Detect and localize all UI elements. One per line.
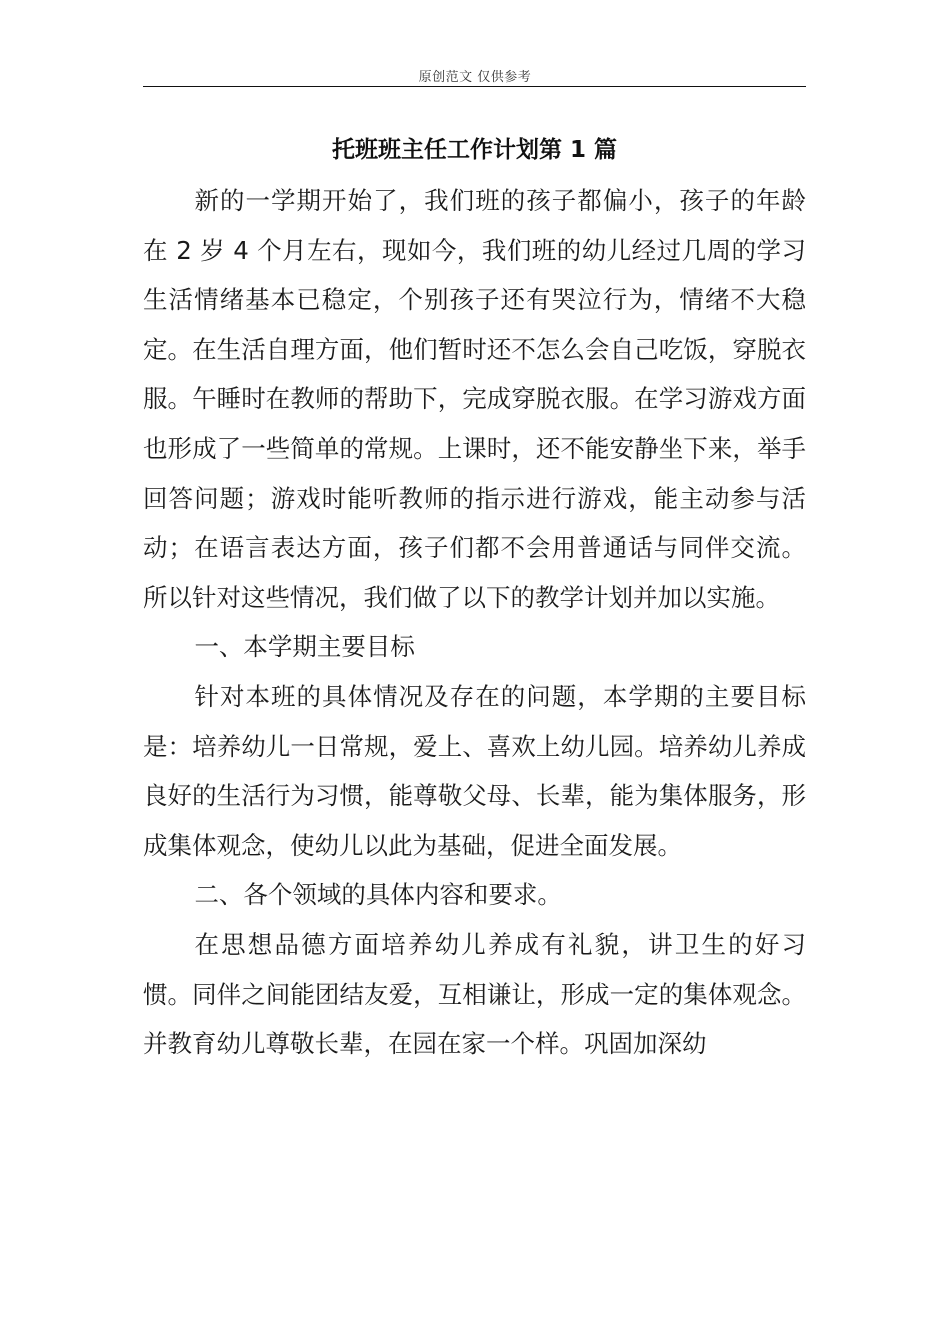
document-title: 托班班主任工作计划第 1 篇: [331, 137, 618, 163]
section-heading-domains: 二、各个领域的具体内容和要求。: [194, 880, 562, 910]
document-body: [143, 176, 806, 1069]
paragraph-intro: 新的一学期开始了，我们班的孩子都偏小，孩子的年龄在 2 岁 4 个月左右，现如今，我们班的幼儿经过几周的学习生活情绪基本已稳定，个别孩子还有哭泣行为，情绪不大稳定。在生活自理方面，他们暂时还不怎么会自己吃饭，穿脱衣服。午睡时在教师的帮助下，完成穿脱衣服。在学习游戏方面也形成了一些简单的常规。上课时，还不能安静坐下来，举手回答问题；游戏时能听教师的指示进行游戏，能主动参与活动；在语言表达方面，孩子们都不会用普通话与同伴交流。 所以针对这些情况，我们做了以下的教学计划并加以实施。: [143, 186, 806, 612]
section-heading-goals: 一、本学期主要目标: [194, 632, 415, 662]
paragraph-goals: 针对本班的具体情况及存在的问题，本学期的主要目标是：培养幼儿一日常规，爱上、喜欢上幼儿园。培养幼儿养成良好的生活行为习惯，能尊敬父母、长辈，能为集体服务，形成集体观念，使幼儿以此为基础，促进全面发展。: [143, 681, 806, 860]
header-divider: [143, 86, 806, 87]
page-header: 原创范文 仅供参考: [418, 70, 532, 85]
paragraph-moral-education: 在思想品德方面培养幼儿养成有礼貌，讲卫生的好习惯。同伴之间能团结友爱，互相谦让，形成一定的集体观念。并教育幼儿尊敬长辈，在园在家一个样。巩固加深幼: [143, 929, 806, 1059]
